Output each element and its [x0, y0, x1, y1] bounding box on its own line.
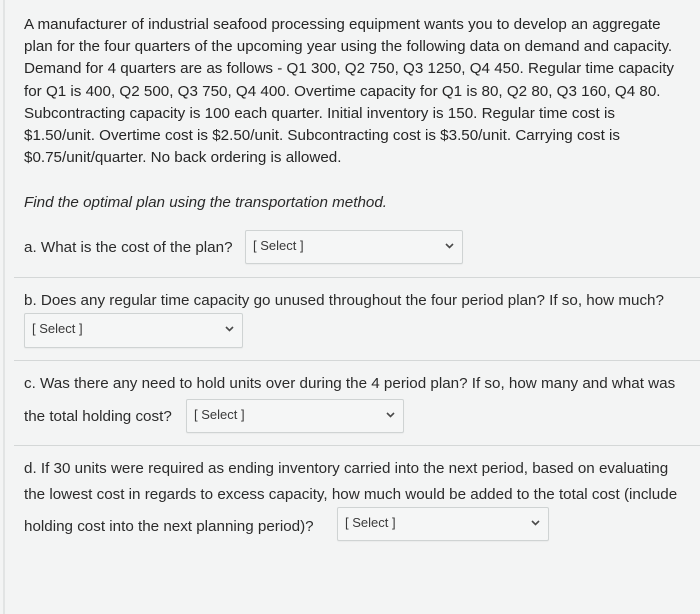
instruction-text: Find the optimal plan using the transportation method. — [24, 194, 388, 211]
problem-line: Subcontracting capacity is 100 each quarter. Initial inventory is 150. Regular time cost is — [24, 104, 615, 122]
problem-line: A manufacturer of industrial seafood processing equipment wants you to develop an aggregate — [24, 16, 661, 33]
question-b-select[interactable] — [24, 313, 243, 348]
problem-statement — [24, 14, 700, 169]
question-a-select[interactable] — [245, 230, 463, 264]
question-c-text-line1: c. Was there any need to hold units over during the 4 period plan? If so, how many and what was — [24, 375, 676, 392]
problem-line: $1.50/unit. Overtime cost is $2.50/unit. Subcontracting cost is $3.50/unit. Carrying cost is — [24, 126, 620, 144]
problem-line: for Q1 is 400, Q2 500, Q3 750, Q4 400. Overtime capacity for Q1 is 80, Q2 80, Q3 160, Q4 80. — [24, 82, 661, 100]
problem-line: $0.75/unit/quarter. No back ordering is allowed. — [24, 149, 342, 167]
question-b-text: b. Does any regular time capacity go unused throughout the four period plan? If so, how much? — [24, 292, 664, 309]
question-d-text-line2: the lowest cost in regards to excess capacity, how much would be added to the total cost (include — [24, 486, 678, 503]
question-a-text: a. What is the cost of the plan? — [24, 239, 233, 256]
question-a — [24, 235, 233, 261]
select-placeholder: [ Select ] — [345, 515, 396, 530]
divider — [14, 445, 700, 446]
question-b — [24, 288, 664, 314]
left-border — [3, 0, 5, 614]
problem-line: plan for the four quarters of the upcoming year using the following data on demand and capacity. — [24, 38, 673, 56]
question-d-text-line3: holding cost into the next planning period)? — [24, 518, 314, 535]
divider — [14, 360, 700, 361]
problem-line: Demand for 4 quarters are as follows - Q1 300, Q2 750, Q3 1250, Q4 450. Regular time capacity — [24, 60, 675, 78]
select-placeholder: [ Select ] — [194, 407, 245, 422]
question-d-select[interactable] — [337, 507, 549, 541]
question-d-text-line1: d. If 30 units were required as ending inventory carried into the next period, based on evaluating — [24, 460, 669, 477]
select-placeholder: [ Select ] — [32, 321, 83, 336]
select-placeholder: [ Select ] — [253, 238, 304, 253]
question-c-text-line2: the total holding cost? — [24, 408, 172, 425]
question-c-select[interactable] — [186, 399, 404, 433]
divider — [14, 277, 700, 278]
